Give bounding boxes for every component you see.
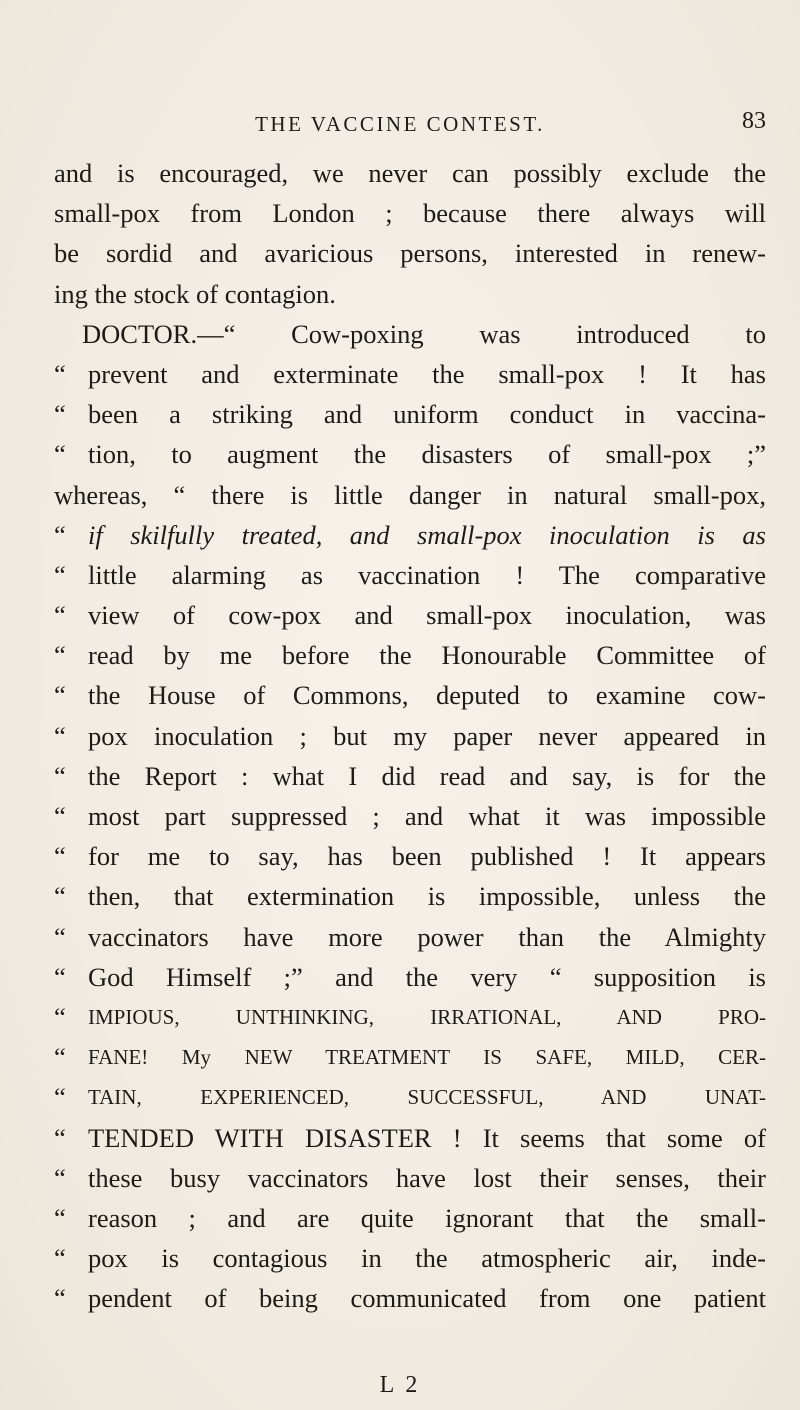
text-line: “ these busy vaccinators have lost their senses, their (54, 1162, 766, 1193)
signature-mark: L 2 (379, 1372, 421, 1398)
text-line: “ read by me before the Honourable Committee of (54, 640, 766, 671)
body-text (54, 153, 766, 1318)
text-line: “ prevent and exterminate the small-pox ! It has (54, 358, 766, 389)
text-line: “ the House of Commons, deputed to examine cow- (54, 680, 766, 711)
text-line: “ the Report : what I did read and say, is for the (54, 760, 766, 791)
text-line: “ tion, to augment the disasters of small-pox ;” (54, 439, 766, 470)
text-line: “ God Himself ;” and the very “ supposition is (54, 961, 766, 992)
text-line: “ TAIN, EXPERIENCED, SUCCESSFUL, AND UNAT- (54, 1082, 766, 1113)
text-line: “ little alarming as vaccination ! The comparative (54, 559, 766, 590)
text-line: “ if skilfully treated, and small-pox inoculation is as (54, 519, 766, 550)
text-line: whereas, “ there is little danger in natural small-pox, (54, 479, 766, 510)
text-line: “ for me to say, has been published ! It appears (54, 841, 766, 872)
text-line: “ pox is contagious in the atmospheric air, inde- (54, 1243, 766, 1274)
text-line: DOCTOR.—“ Cow-poxing was introduced to (82, 318, 766, 349)
text-line: “ pox inoculation ; but my paper never appeared in (54, 720, 766, 751)
text-line: “ vaccinators have more power than the Almighty (54, 921, 766, 952)
text-line: “ most part suppressed ; and what it was impossible (54, 801, 766, 831)
text-line: and is encouraged, we never can possibly exclude the (54, 158, 766, 188)
text-line: “ pendent of being communicated from one patient (54, 1283, 766, 1314)
page-number: 83 (742, 108, 766, 134)
text-line: “ IMPIOUS, UNTHINKING, IRRATIONAL, AND PRO- (54, 1001, 766, 1032)
text-line: “ TENDED WITH DISASTER ! It seems that some of (54, 1122, 766, 1153)
text-line: ing the stock of contagion. (54, 278, 336, 309)
page-header (0, 104, 800, 144)
text-line: “ reason ; and are quite ignorant that the small- (54, 1202, 766, 1233)
text-line: small-pox from London ; because there always will (54, 198, 766, 229)
running-head: THE VACCINE CONTEST. (255, 112, 545, 136)
text-line: “ FANE! My NEW TREATMENT IS SAFE, MILD, CER- (54, 1042, 766, 1073)
text-line: “ been a striking and uniform conduct in vaccina- (54, 399, 766, 430)
text-line: be sordid and avaricious persons, interested in renew- (54, 238, 766, 269)
text-line: “ view of cow-pox and small-pox inoculation, was (54, 600, 766, 631)
text-line: “ then, that extermination is impossible, unless the (54, 881, 766, 912)
